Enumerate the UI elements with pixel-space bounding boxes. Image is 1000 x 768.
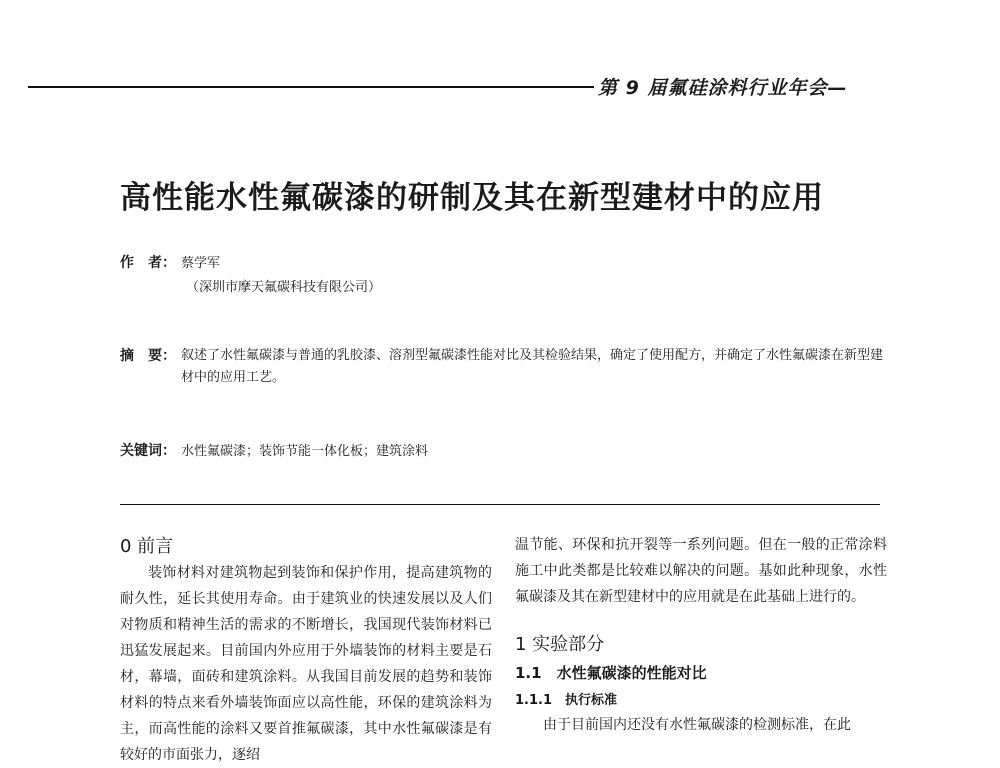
author-affiliation: （深圳市摩天氟碳科技有限公司） bbox=[186, 280, 382, 295]
continued-paragraph: 温节能、环保和抗开裂等一系列问题。但在一般的正常涂料施工中此类都是比较难以解决的问题。基如此种现象，水性氟碳漆及其在新型建材中的应用就是在此基础上进行的。 bbox=[515, 537, 887, 605]
author-name: 蔡学军 bbox=[181, 256, 221, 271]
abstract-label: 摘 要： bbox=[120, 348, 176, 364]
conference-header: 第 9 届氟硅涂料行业年会— bbox=[598, 77, 848, 99]
subsubsection-heading: 1.1.1 执行标准 bbox=[515, 693, 618, 708]
left-column bbox=[120, 532, 492, 768]
section-divider bbox=[120, 504, 880, 505]
section-heading-preface: 0 前言 bbox=[120, 536, 174, 557]
author-label: 作 者： bbox=[120, 255, 176, 271]
abstract-text: 叙述了水性氟碳漆与普通的乳胶漆、溶剂型氟碳漆性能对比及其检验结果，确定了使用配方，并确定了水性氟碳漆在新型建材中的应用工艺。 bbox=[181, 348, 884, 385]
preface-paragraph: 装饰材料对建筑物起到装饰和保护作用，提高建筑物的耐久性，延长其使用寿命。由于建筑业的快速发展以及人们对物质和精神生活的需求的不断增长，我国现代装饰材料已迅猛发展起来。目前国内外应用于外墙装饰的材料主要是石材，幕墙，面砖和建筑涂料。从我国目前发展的趋势和装饰材料的特点来看外墙装饰面应以高性能，环保的建筑涂料为主，而高性能的涂料又要首推氟碳漆，其中水性氟碳漆是有较好的市面张力，逐绍 bbox=[120, 565, 492, 763]
standards-paragraph: 由于目前国内还没有水性氟碳漆的检测标准，在此 bbox=[543, 717, 851, 733]
section-heading-experiment: 1 实验部分 bbox=[515, 634, 605, 655]
paper-title: 高性能水性氟碳漆的研制及其在新型建材中的应用 bbox=[120, 180, 824, 216]
subsection-heading: 1.1 水性氟碳漆的性能对比 bbox=[515, 664, 707, 682]
keywords-label: 关键词： bbox=[120, 443, 176, 459]
right-column bbox=[515, 532, 887, 738]
keywords-text: 水性氟碳漆；装饰节能一体化板；建筑涂料 bbox=[181, 444, 429, 459]
header-rule bbox=[28, 86, 594, 88]
